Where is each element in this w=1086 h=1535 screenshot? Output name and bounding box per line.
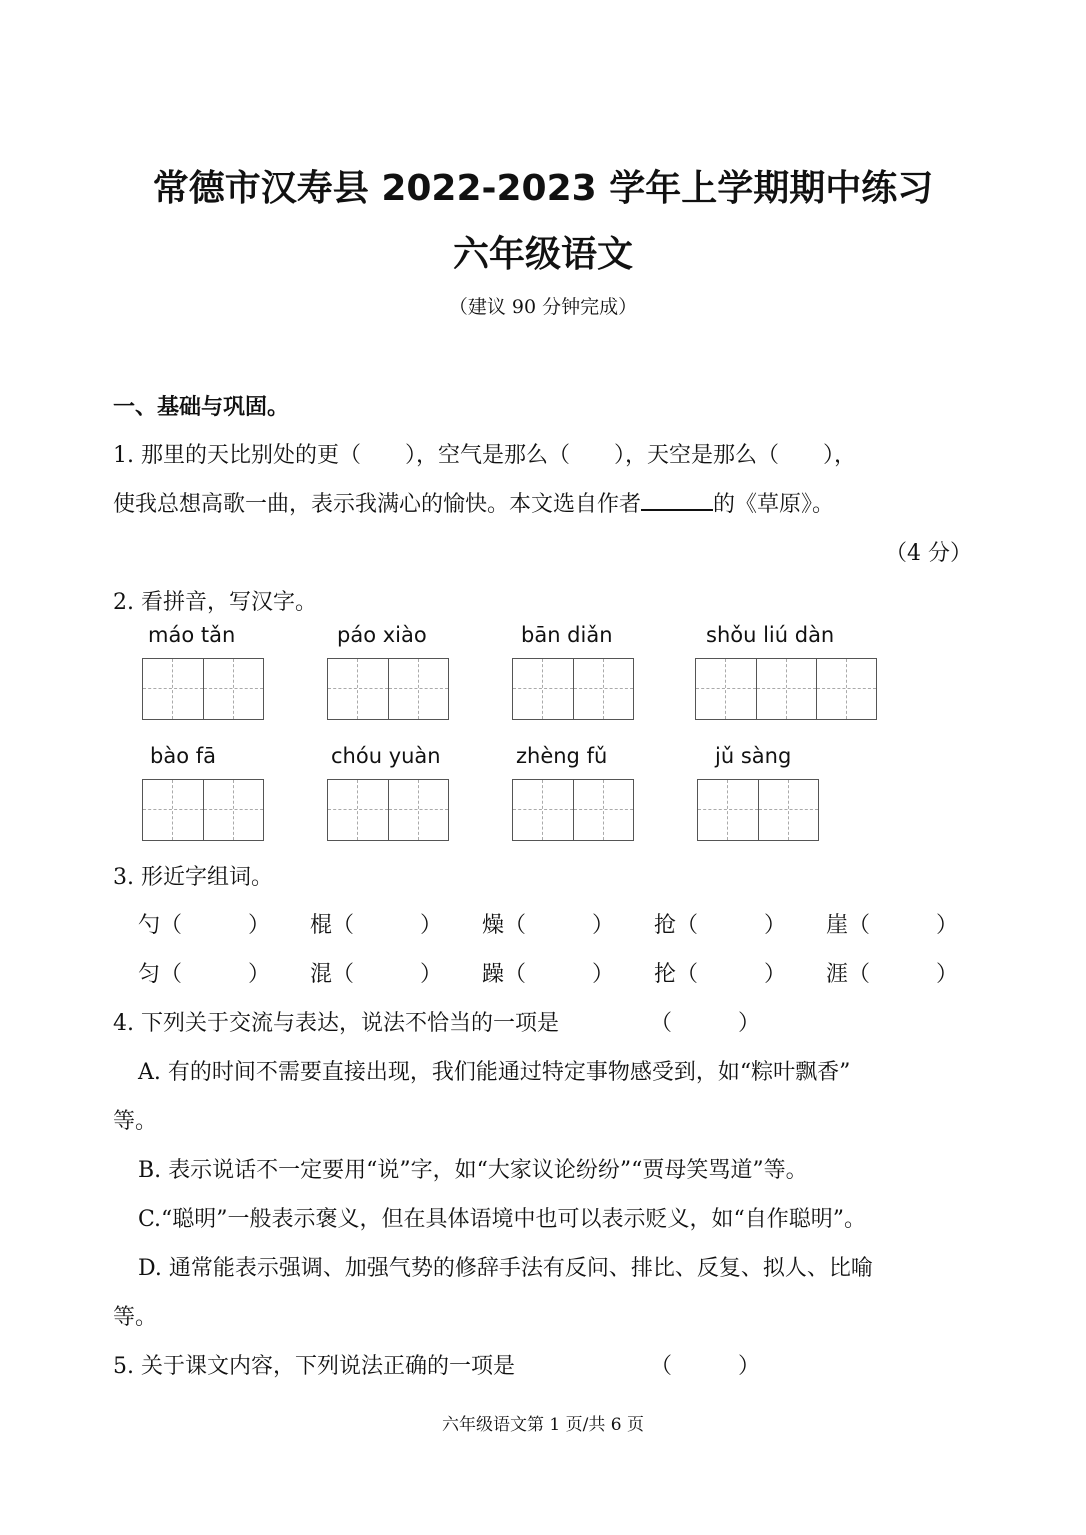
pinyin-label: bào fā [150,744,216,768]
word-item: 抢（ ） [654,913,787,938]
q4-option-b: B. 表示说话不一定要用“说”字，如“大家议论纷纷”“贾母笑骂道”等。 [138,1158,808,1183]
word-item: 燥（ ） [482,913,615,938]
q1-line2-before: 使我总想高歌一曲，表示我满心的愉快。本文选自作者 [113,492,642,517]
author-blank[interactable] [641,487,713,511]
pinyin-label: páo xiào [337,623,427,647]
pinyin-label: zhèng fǔ [516,744,608,768]
word-item: 棍（ ） [310,913,443,938]
page-footer: 六年级语文第 1 页/共 6 页 [442,1415,644,1435]
pinyin-label: chóu yuàn [331,744,441,768]
writing-grid[interactable] [327,658,449,720]
section-heading: 一、基础与巩固。 [113,395,290,420]
q4-option-c: C.“聪明”一般表示褒义，但在具体语境中也可以表示贬义，如“自作聪明”。 [138,1207,867,1232]
pinyin-label: jǔ sàng [715,744,792,768]
q4-answer-paren[interactable]: （ ） [650,1011,761,1036]
word-item: 崖（ ） [826,913,959,938]
q5-prompt: 5. 关于课文内容，下列说法正确的一项是 [113,1354,515,1379]
q2-prompt: 2. 看拼音，写汉字。 [113,590,317,615]
pinyin-label: shǒu liú dàn [706,623,835,647]
writing-grid[interactable] [512,779,634,841]
subtitle: （建议 90 分钟完成） [448,296,638,318]
q4-option-a-cont: 等。 [113,1109,158,1134]
writing-grid[interactable] [697,779,819,841]
word-item: 抡（ ） [654,962,787,987]
q1-score: （4 分） [885,541,972,566]
q1-line2 [113,487,834,518]
q4-option-d: D. 通常能表示强调、加强气势的修辞手法有反问、排比、反复、拟人、比喻 [138,1256,873,1281]
word-item: 匀（ ） [138,962,271,987]
title-line1: 常德市汉寿县 2022-2023 学年上学期期中练习 [152,168,934,209]
pinyin-label: máo tǎn [148,623,236,647]
word-item: 混（ ） [310,962,443,987]
q4-option-d-cont: 等。 [113,1305,158,1330]
q1-line2-after: 的《草原》。 [713,492,835,517]
word-item: 勺（ ） [138,913,271,938]
q4-option-a: A. 有的时间不需要直接出现，我们能通过特定事物感受到，如“粽叶飘香” [138,1060,851,1085]
writing-grid[interactable] [695,658,877,720]
q5-answer-paren[interactable]: （ ） [650,1354,761,1379]
writing-grid[interactable] [327,779,449,841]
q4-prompt: 4. 下列关于交流与表达，说法不恰当的一项是 [113,1011,559,1036]
writing-grid[interactable] [142,658,264,720]
q3-prompt: 3. 形近字组词。 [113,865,273,890]
writing-grid[interactable] [142,779,264,841]
title-line2: 六年级语文 [452,234,633,275]
word-item: 涯（ ） [826,962,959,987]
pinyin-label: bān diǎn [521,623,613,647]
q1-line1: 1. 那里的天比别处的更（ ），空气是那么（ ），天空是那么（ ）， [113,443,856,468]
word-item: 躁（ ） [482,962,615,987]
writing-grid[interactable] [512,658,634,720]
